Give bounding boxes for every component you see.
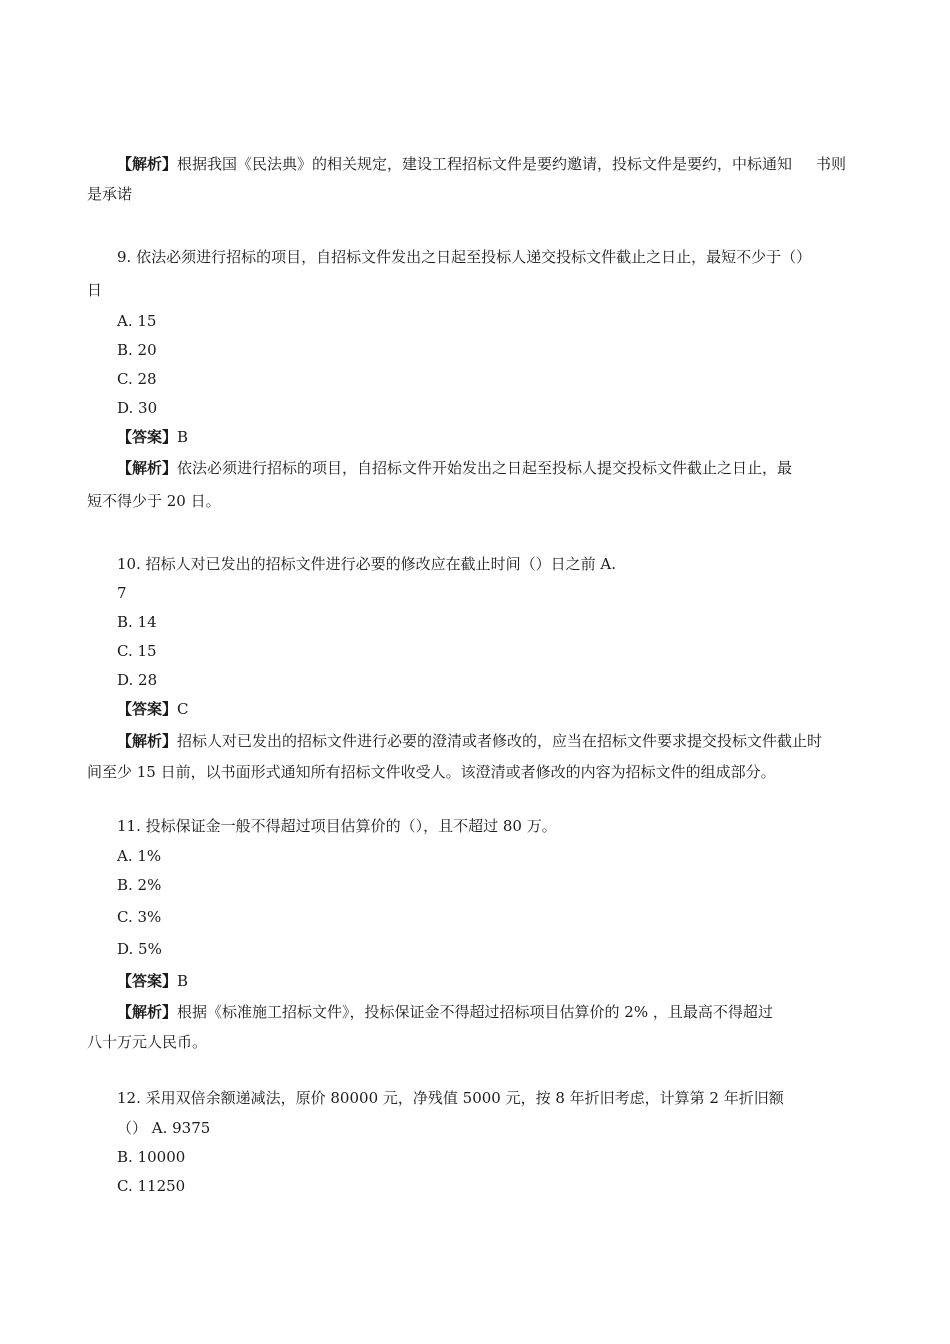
q12-stem-line2: （） A. 9375: [117, 1119, 211, 1137]
q11-stem-line1: 11. 投标保证金一般不得超过项目估算价的（），且不超过 80 万。: [117, 817, 557, 835]
q12-option-c: C. 11250: [117, 1177, 186, 1195]
q9-option-c: C. 28: [117, 370, 157, 388]
q9-option-d: D. 30: [117, 399, 158, 417]
analysis-label: 【解析】: [117, 732, 178, 750]
q9-stem-line1: 9. 依法必须进行招标的项目，自招标文件发出之日起至投标人递交投标文件截止之日止，最短不少于（）: [117, 248, 812, 266]
q9-answer: [117, 427, 188, 447]
q10-option-d: D. 28: [117, 671, 158, 689]
answer-value: B: [177, 972, 189, 990]
q11-option-a: A. 1%: [117, 847, 162, 865]
q10-option-a-value: 7: [117, 584, 127, 602]
q9-analysis-line2: 短不得少于 20 日。: [87, 492, 221, 510]
q11-answer: [117, 971, 188, 991]
analysis-label: 【解析】: [117, 1003, 178, 1021]
answer-label: 【答案】: [117, 428, 178, 446]
q10-option-c: C. 15: [117, 642, 157, 660]
q10-analysis-line2: 间至少 15 日前，以书面形式通知所有招标文件收受人。该澄清或者修改的内容为招标文件的组成部分。: [87, 763, 776, 781]
q9-stem-line2: 日: [87, 281, 103, 299]
q10-analysis-line1: 【解析】招标人对已发出的招标文件进行必要的澄清或者修改的，应当在招标文件要求提交投标文件截止时: [117, 732, 823, 750]
q11-analysis-line2: 八十万元人民币。: [87, 1033, 208, 1051]
answer-value: B: [177, 428, 189, 446]
answer-label: 【答案】: [117, 700, 178, 718]
q9-option-b: B. 20: [117, 341, 157, 359]
q10-answer: [117, 699, 189, 719]
analysis-label: 【解析】: [117, 459, 178, 477]
q10-stem-line1: 10. 招标人对已发出的招标文件进行必要的修改应在截止时间（）日之前 A.: [117, 555, 616, 573]
q8-analysis-line2: 是承诺: [87, 185, 133, 203]
q9-option-a: A. 15: [117, 312, 157, 330]
q9-analysis-line1: 【解析】依法必须进行招标的项目，自招标文件开始发出之日起至投标人提交投标文件截止之日止，最: [117, 459, 793, 477]
q11-option-d: D. 5%: [117, 940, 162, 958]
answer-value: C: [177, 700, 189, 718]
q10-option-b: B. 14: [117, 613, 157, 631]
q11-option-c: C. 3%: [117, 908, 162, 926]
analysis-label: 【解析】: [117, 155, 178, 173]
answer-label: 【答案】: [117, 972, 178, 990]
q8-analysis-line1: 【解析】根据我国《民法典》的相关规定，建设工程招标文件是要约邀请，投标文件是要约，中标通知 书则: [117, 155, 847, 173]
q11-option-b: B. 2%: [117, 876, 162, 894]
q12-stem-line1: 12. 采用双倍余额递减法，原价 80000 元，净残值 5000 元，按 8 年折旧考虑，计算第 2 年折旧额: [117, 1089, 784, 1107]
q12-option-b: B. 10000: [117, 1148, 186, 1166]
q11-analysis-line1: 【解析】根据《标准施工招标文件》，投标保证金不得超过招标项目估算价的 2% ，且最高不得超过: [117, 1003, 773, 1021]
